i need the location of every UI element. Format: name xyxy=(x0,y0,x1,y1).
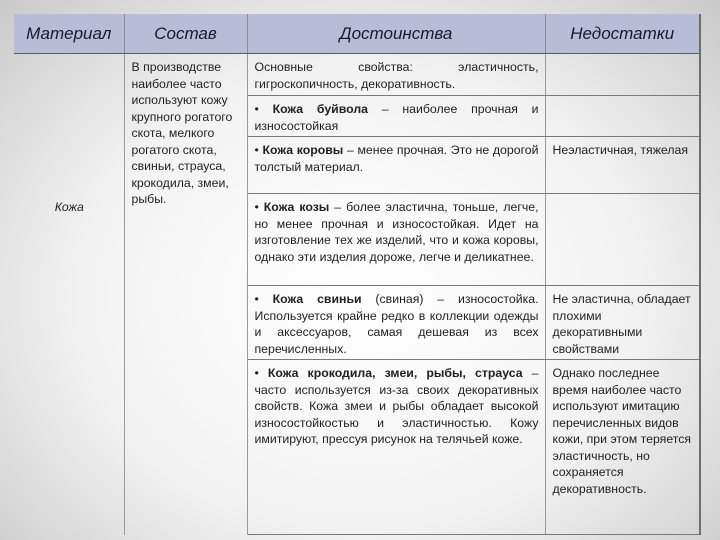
header-advantages: Достоинства xyxy=(247,14,545,54)
advantage-cell: Основные свойства: эластичность, гигроскопичность, декоративность. xyxy=(247,54,545,96)
material-cell xyxy=(14,54,124,535)
disadvantage-cell: Не эластична, обладает плохими декоративными свойствами xyxy=(545,286,699,360)
table-header-row xyxy=(14,14,699,54)
disadvantage-cell xyxy=(545,96,699,137)
header-sostav: Состав xyxy=(124,14,247,54)
advantage-cell: • Кожа коровы – менее прочная. Это не дорогой толстый материал. xyxy=(247,137,545,194)
advantage-cell: • Кожа козы – более эластична, тоньше, легче, но менее прочная и износостойкая. Идет на изготовление тех же изделий, что и кожа коровы, однако эти изделия дороже, легче и деликатнее. xyxy=(247,194,545,286)
disadvantage-cell: Однако последнее время наиболее часто используют имитацию перечисленных видов кожи, при этом теряется эластичность, но сохраняется декоративность. xyxy=(545,360,699,535)
material-label: Кожа xyxy=(54,200,84,214)
advantage-cell: • Кожа свиньи (свиная) – износостойка. Используется крайне редко в коллекции одежды и аксессуаров, самая дешевая из всех перечисленных. xyxy=(247,286,545,360)
advantage-cell: • Кожа крокодила, змеи, рыбы, страуса – часто используется из-за своих декоративных свойств. Кожа змеи и рыбы обладает высокой износостойкостью и эластичностью. Кожу имитируют, прессуя рисунок на телячьей коже. xyxy=(247,360,545,535)
header-disadvantages: Недостатки xyxy=(545,14,699,54)
table-right-edge xyxy=(699,14,701,535)
disadvantage-cell: Неэластичная, тяжелая xyxy=(545,137,699,194)
disadvantage-cell xyxy=(545,54,699,96)
header-material: Материал xyxy=(14,14,124,54)
advantage-cell: • Кожа буйвола – наиболее прочная и износостойкая xyxy=(247,96,545,137)
disadvantage-cell xyxy=(545,194,699,286)
table-row xyxy=(14,54,699,96)
sostav-cell: В производстве наиболее часто используют кожу крупного рогатого скота, мелкого рогатого скота, свиньи, страуса, крокодила, змеи, рыбы. xyxy=(124,54,247,535)
materials-table xyxy=(14,14,699,535)
